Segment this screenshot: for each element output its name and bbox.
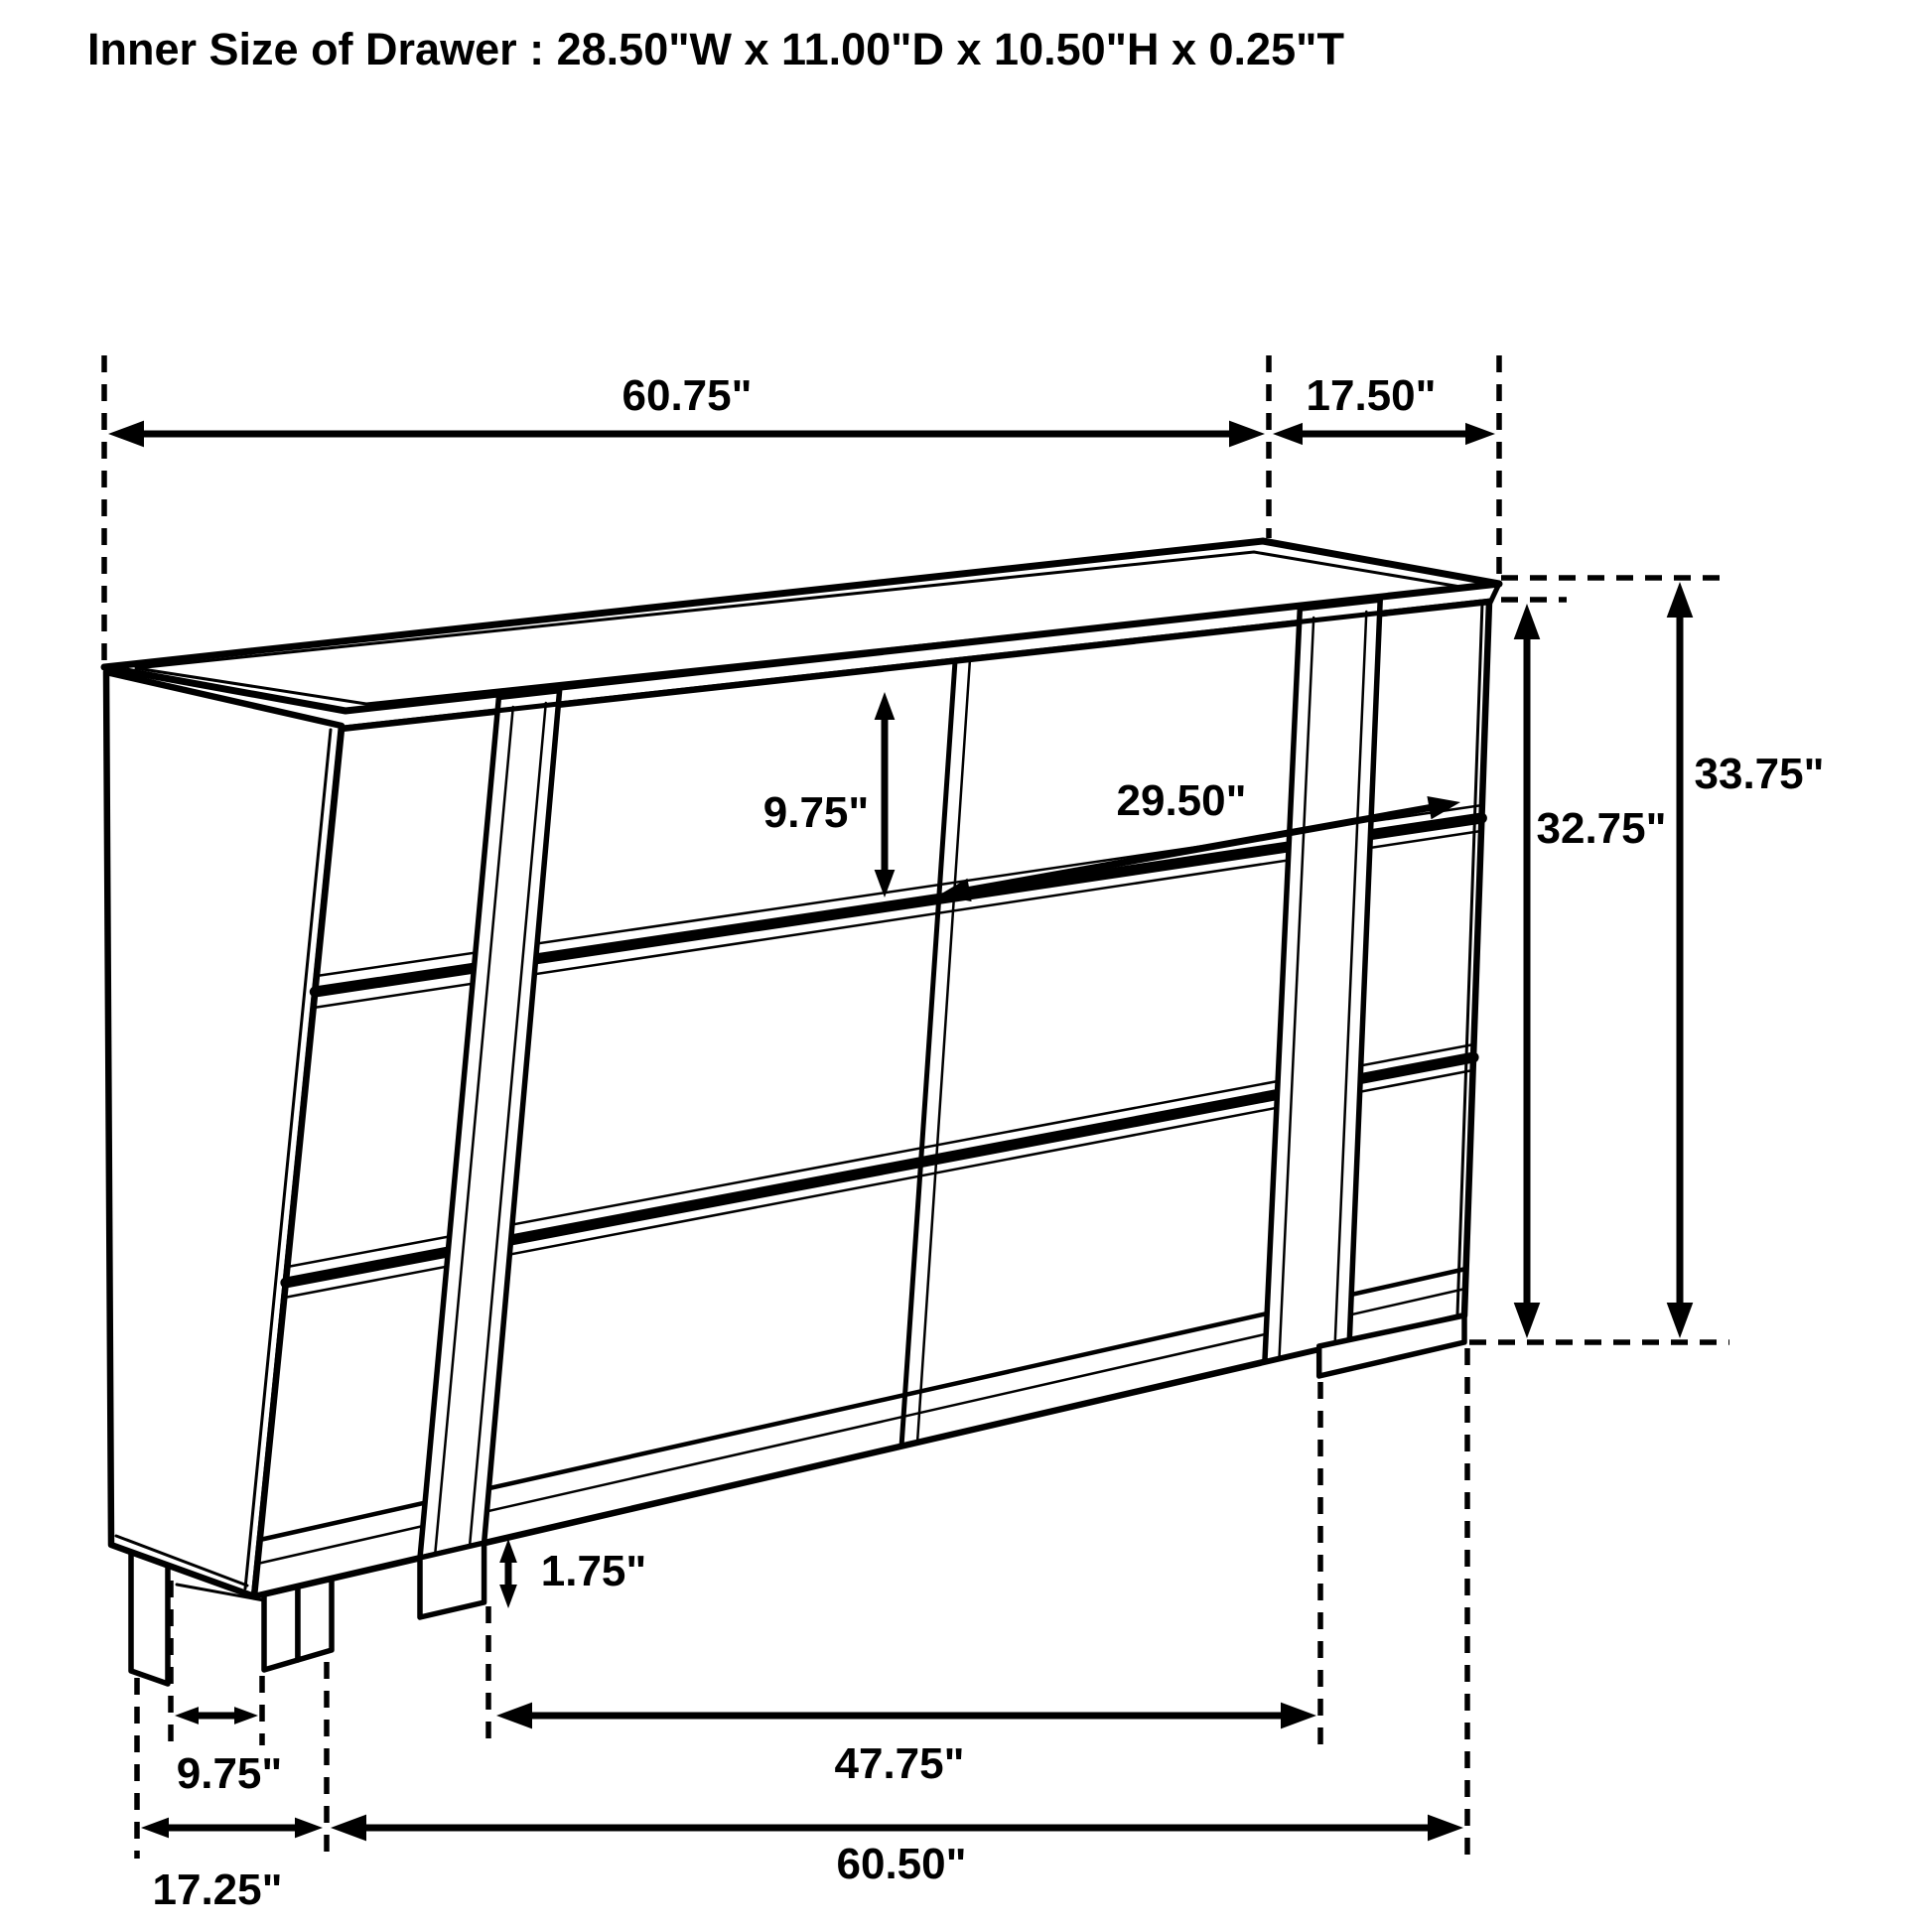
dim-label-top-depth: 17.50" (1306, 371, 1437, 420)
dim-label-case-height: 32.75" (1536, 804, 1667, 853)
dim-label-foot-height: 1.75" (540, 1547, 647, 1595)
page-title: Inner Size of Drawer : 28.50"W x 11.00"D x 10.50"H x 0.25"T (87, 24, 1344, 74)
dim-label-base-depth: 17.25" (152, 1865, 283, 1914)
dresser-drawing (104, 541, 1499, 1684)
dim-label-drawer-front-height: 9.75" (762, 788, 870, 837)
dim-label-foot-spacing-side: 9.75" (176, 1749, 283, 1798)
dim-label-drawer-front-width: 29.50" (1116, 776, 1247, 825)
dim-label-overall-height: 33.75" (1694, 750, 1825, 798)
dim-label-top-width: 60.75" (621, 371, 753, 420)
dim-label-base-width: 60.50" (836, 1840, 967, 1888)
dim-label-leg-span-front: 47.75" (834, 1739, 965, 1788)
